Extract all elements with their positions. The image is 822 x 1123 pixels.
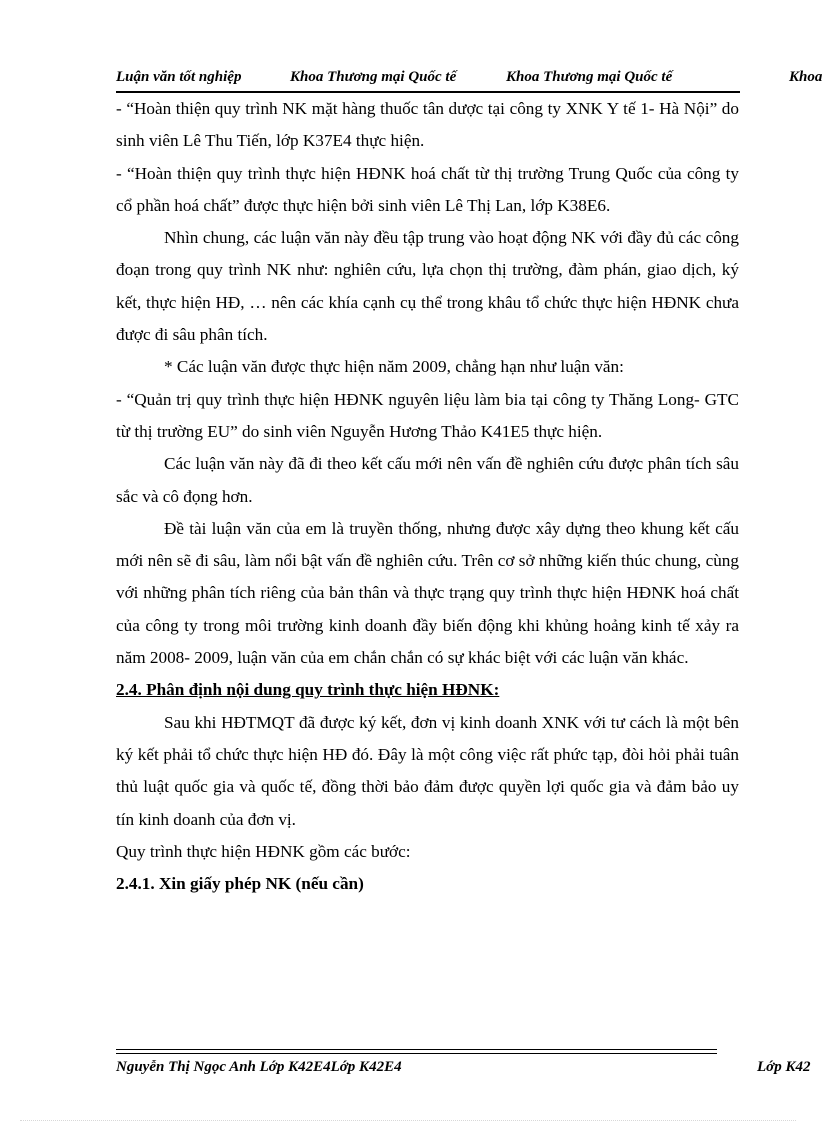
paragraph-thesis-topic: Đề tài luận văn của em là truyền thống, nhưng được xây dựng theo khung kết cấu mới nên sẽ đi sâu, làm nổi bật vấn đề nghiên cứu. Trên cơ sở những kiến thúc chung, cùng với những phân tích riêng của bản thân và thực trạng quy trình thực hiện HĐNK hoá chất của công ty trong môi trường kinh doanh đầy biến động khi khủng hoảng kinh tế xảy ra năm 2008- 2009, luận văn của em chắn chắn có sự khác biệt với các luận văn khác. <box>116 518 739 668</box>
paragraph-section-2-4-body: Sau khi HĐTMQT đã được ký kết, đơn vị kinh doanh XNK với tư cách là một bên ký kết phải tổ chức thực hiện HĐ đó. Đây là một công việc rất phức tạp, đòi hỏi phải tuân thủ luật quốc gia và quốc tế, đồng thời bảo đảm được quyền lợi quốc gia và đảm bảo uy tín kinh doanh của đơn vị. <box>116 712 739 829</box>
page-bottom-dotted-divider <box>20 1120 796 1121</box>
header-center-text-1: Khoa Thương mại Quốc tế <box>290 69 457 85</box>
document-body <box>116 93 739 900</box>
footer-right-text: Lớp K42 <box>757 1059 811 1075</box>
paragraph-reference-2: - “Hoàn thiện quy trình thực hiện HĐNK hoá chất từ thị trường Trung Quốc của công ty cổ phần hoá chất” được thực hiện bởi sinh viên Lê Thị Lan, lớp K38E6. <box>116 163 739 215</box>
paragraph-summary-1: Nhìn chung, các luận văn này đều tập trung vào hoạt động NK với đầy đủ các công đoạn trong quy trình NK như: nghiên cứu, lựa chọn thị trường, đàm phán, giao dịch, ký kết, thực hiện HĐ, … nên các khía cạnh cụ thể trong khâu tổ chức thực hiện HĐNK chưa được đi sâu phân tích. <box>116 228 739 345</box>
paragraph-steps-intro: Quy trình thực hiện HĐNK gồm các bước: <box>116 841 411 861</box>
paragraph-2009-intro: * Các luận văn được thực hiện năm 2009, chẳng hạn như luận văn: <box>164 357 624 377</box>
page-header <box>0 69 822 91</box>
header-left-text: Luận văn tốt nghiệp <box>116 69 242 85</box>
footer-rule-bottom <box>116 1053 717 1054</box>
header-center-text-2: Khoa Thương mại Quốc tế <box>506 69 673 85</box>
footer-rule-top <box>116 1049 717 1050</box>
paragraph-reference-3: - “Quản trị quy trình thực hiện HĐNK nguyên liệu làm bia tại công ty Thăng Long- GTC từ thị trường EU” do sinh viên Nguyễn Hương Thảo K41E5 thực hiện. <box>116 389 739 441</box>
footer-left-text: Nguyễn Thị Ngọc Anh Lớp K42E4Lớp K42E4 <box>116 1059 402 1075</box>
header-right-text: Khoa <box>789 69 822 85</box>
paragraph-summary-2: Các luận văn này đã đi theo kết cấu mới nên vấn đề nghiên cứu được phân tích sâu sắc và cô đọng hơn. <box>116 454 739 506</box>
section-heading-2-4: 2.4. Phân định nội dung quy trình thực hiện HĐNK: <box>116 680 500 700</box>
subsection-heading-2-4-1: 2.4.1. Xin giấy phép NK (nếu cần) <box>116 874 364 894</box>
page-footer <box>0 1059 816 1081</box>
paragraph-reference-1: - “Hoàn thiện quy trình NK mặt hàng thuốc tân dược tại công ty XNK Y tế 1- Hà Nội” do sinh viên Lê Thu Tiến, lớp K37E4 thực hiện. <box>116 99 739 151</box>
